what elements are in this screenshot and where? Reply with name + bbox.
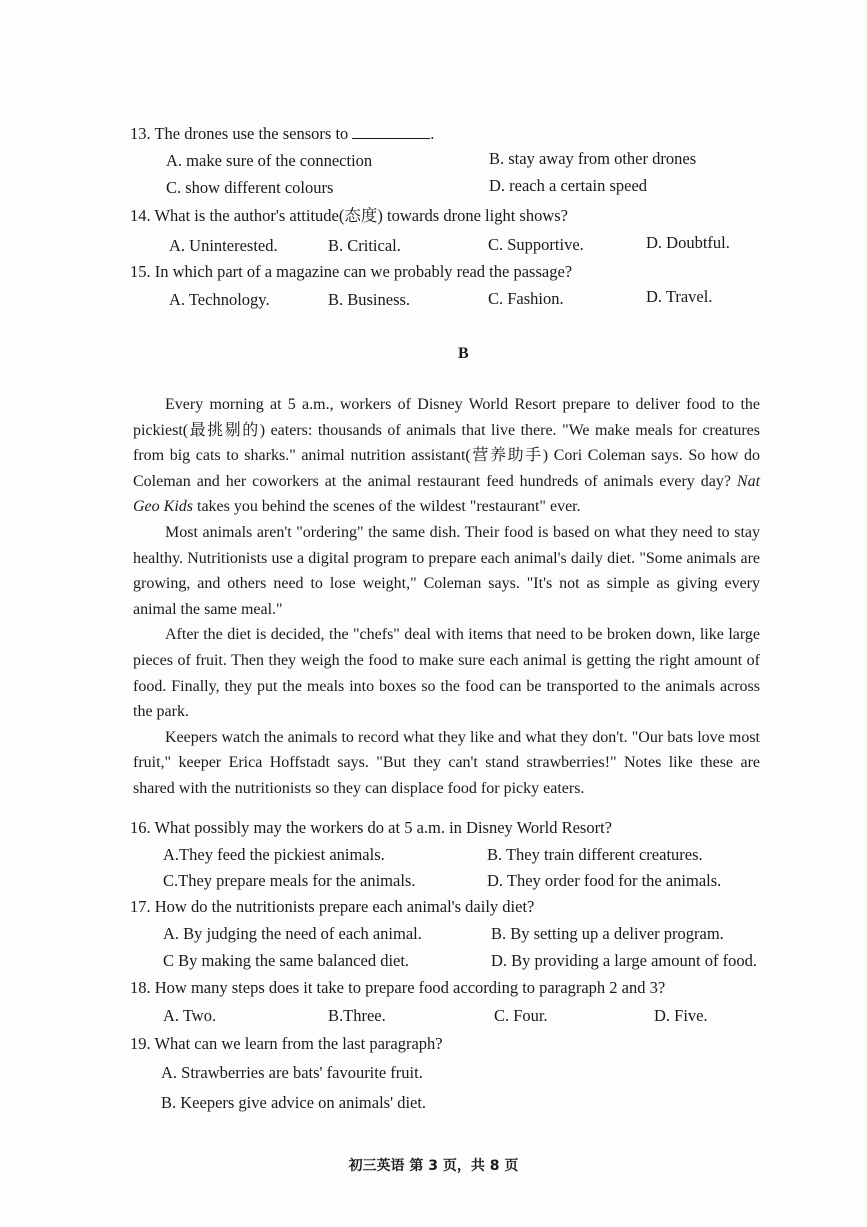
q13-option-b: B. stay away from other drones [489,149,697,168]
q19-option-b: B. Keepers give advice on animals' diet. [161,1093,427,1112]
magazine-title: Nat Geo Kids [133,472,761,516]
q17-option-c: C By making the same balanced diet. [163,951,410,970]
q19-option-a: A. Strawberries are bats' favourite fruit. [161,1063,423,1082]
q16-option-d: D. They order food for the animals. [487,871,722,890]
q15-option-b: B. Business. [328,290,411,309]
q16-option-a: A.They feed the pickiest animals. [163,845,385,864]
question-13-stem: 13. The drones use the sensors to . [130,124,435,143]
passage-paragraph-3: After the diet is decided, the "chefs" deal with items that need to be broken down, like large pieces of fruit. Then they weigh the food to make sure each animal is getting the right amount of food. Finally, they put the meals into boxes so the food can be transported to the animals across the park. [133,626,760,721]
q16-option-b: B. They train different creatures. [487,845,703,864]
passage-paragraph-1: Every morning at 5 a.m., workers of Disney World Resort prepare to deliver food to the pickiest(最挑剔的) eaters: thousands of animals that live there. "We make meals for creatures from big cats to sharks." animal nutrition assistant(营养助手) Cori Coleman says. So how do Coleman and her coworkers at the animal restaurant feed hundreds of animals every day? Nat Geo Kids takes you behind the scenes of the wildest "restaurant" ever. [133,396,761,516]
q15-option-a: A. Technology. [169,290,270,309]
question-15-stem: 15. In which part of a magazine can we probably read the passage? [130,262,573,281]
q15-option-d: D. Travel. [646,287,713,306]
q17-option-a: A. By judging the need of each animal. [163,924,422,943]
q15-option-c: C. Fashion. [488,289,564,308]
q13-option-d: D. reach a certain speed [489,176,648,195]
q18-option-c: C. Four. [494,1006,548,1025]
q18-option-a: A. Two. [163,1006,217,1025]
q14-option-c: C. Supportive. [488,235,584,254]
q18-option-b: B.Three. [328,1006,386,1025]
section-title: B [458,345,469,362]
passage-paragraph-4: Keepers watch the animals to record what they like and what they don't. "Our bats love most fruit," keeper Erica Hoffstadt says. "But they can't stand strawberries!" Notes like these are shared with the nutritionists so they can displace food for picky eaters. [133,728,760,797]
q18-option-d: D. Five. [654,1006,708,1025]
q13-option-a: A. make sure of the connection [166,151,373,170]
q17-option-d: D. By providing a large amount of food. [491,951,757,970]
q17-option-b: B. By setting up a deliver program. [491,924,724,943]
reading-passage [133,392,760,802]
question-17-stem: 17. How do the nutritionists prepare each animal's daily diet? [130,897,535,916]
question-16-stem: 16. What possibly may the workers do at 5 a.m. in Disney World Resort? [130,818,612,837]
question-18-stem: 18. How many steps does it take to prepare food according to paragraph 2 and 3? [130,978,666,997]
q14-option-b: B. Critical. [328,236,401,255]
page-footer: 初三英语 第 3 页，共 8 页 [348,1158,519,1174]
q16-option-c: C.They prepare meals for the animals. [163,871,416,890]
q14-option-a: A. Uninterested. [169,236,278,255]
answer-blank [352,124,430,139]
q13-option-c: C. show different colours [166,178,334,197]
q14-option-d: D. Doubtful. [646,233,730,252]
question-19-stem: 19. What can we learn from the last paragraph? [130,1034,443,1053]
question-14-stem: 14. What is the author's attitude(态度) towards drone light shows? [130,206,569,225]
passage-paragraph-2: Most animals aren't "ordering" the same dish. Their food is based on what they need to stay healthy. Nutritionists use a digital program to prepare each animal's daily diet. "Some animals are growing, and others need to lose weight," Coleman says. "It's not as simple as giving every animal the same meal." [133,523,760,618]
